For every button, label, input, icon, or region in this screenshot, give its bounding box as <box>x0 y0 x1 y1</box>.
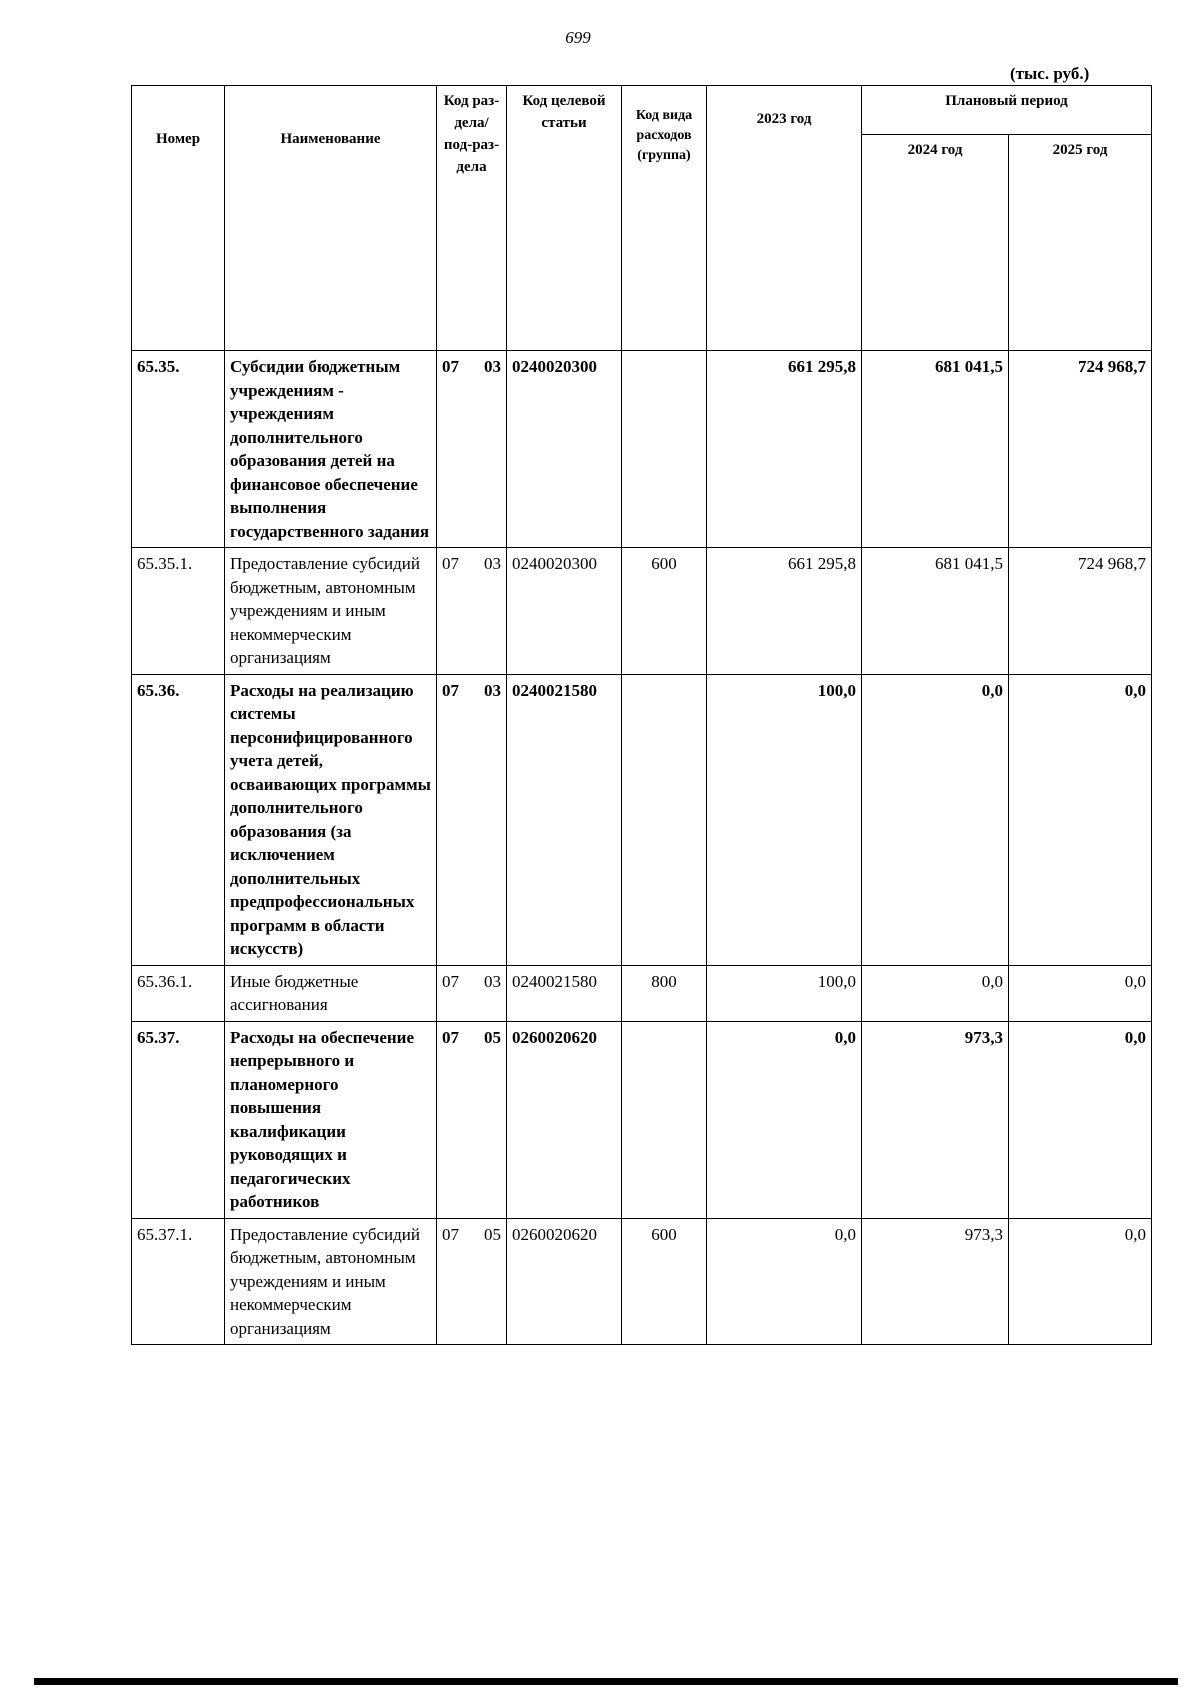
row-razdel-code: 07 <box>442 1224 459 1244</box>
header-csr: Код целевой статьи <box>507 86 622 351</box>
row-number: 65.36.1. <box>132 965 225 1021</box>
row-csr: 0240020300 <box>507 351 622 548</box>
row-name: Субсидии бюджетным учреждениям - учреждениям дополнительного образования детей на финансовое обеспечение выполнения государственного задания <box>225 351 437 548</box>
row-2023: 0,0 <box>707 1218 862 1345</box>
row-vr: 800 <box>622 965 707 1021</box>
row-razdel <box>437 965 507 1021</box>
row-podrazdel-code: 03 <box>484 554 501 573</box>
row-2025: 0,0 <box>1009 965 1152 1021</box>
row-name: Иные бюджетные ассигнования <box>225 965 437 1021</box>
row-podrazdel-code: 03 <box>484 357 501 376</box>
row-name: Расходы на реализацию системы персонифицированного учета детей, осваивающих программы дополнительного образования (за исключением дополнительных предпрофессиональных программ в области искусств) <box>225 674 437 965</box>
row-2024: 681 041,5 <box>862 351 1009 548</box>
row-number: 65.37.1. <box>132 1218 225 1345</box>
row-vr <box>622 1021 707 1218</box>
row-razdel <box>437 351 507 548</box>
row-2024: 973,3 <box>862 1021 1009 1218</box>
row-2023: 0,0 <box>707 1021 862 1218</box>
units-label: (тыс. руб.) <box>1010 64 1090 83</box>
row-csr: 0240020300 <box>507 548 622 675</box>
row-razdel <box>437 674 507 965</box>
table-row <box>132 1021 1152 1218</box>
row-csr: 0240021580 <box>507 965 622 1021</box>
row-2025: 724 968,7 <box>1009 548 1152 675</box>
row-name: Расходы на обеспечение непрерывного и планомерного повышения квалификации руководящих и педагогических работников <box>225 1021 437 1218</box>
bottom-rule <box>34 1678 1178 1685</box>
table-row <box>132 548 1152 675</box>
row-vr <box>622 351 707 548</box>
row-2024: 973,3 <box>862 1218 1009 1345</box>
row-2023: 661 295,8 <box>707 548 862 675</box>
header-name: Наименование <box>225 86 437 351</box>
row-razdel-code: 07 <box>442 971 459 991</box>
table-row <box>132 674 1152 965</box>
row-2025: 0,0 <box>1009 1218 1152 1345</box>
header-2025: 2025 год <box>1009 134 1152 350</box>
header-number: Номер <box>132 86 225 351</box>
row-razdel <box>437 1218 507 1345</box>
row-razdel-code: 07 <box>442 554 459 573</box>
row-csr: 0260020620 <box>507 1218 622 1345</box>
row-vr <box>622 674 707 965</box>
row-podrazdel-code: 03 <box>484 971 501 991</box>
row-name: Предоставление субсидий бюджетным, автономным учреждениям и иным некоммерческим организациям <box>225 1218 437 1345</box>
row-number: 65.36. <box>132 674 225 965</box>
row-razdel-code: 07 <box>442 680 459 700</box>
row-2023: 100,0 <box>707 965 862 1021</box>
row-podrazdel-code: 05 <box>484 1224 501 1244</box>
row-2023: 661 295,8 <box>707 351 862 548</box>
row-2024: 681 041,5 <box>862 548 1009 675</box>
row-razdel <box>437 548 507 675</box>
table-row <box>132 351 1152 548</box>
row-vr: 600 <box>622 548 707 675</box>
table-body <box>132 351 1152 1345</box>
page-number: 699 <box>565 28 591 47</box>
row-razdel-code: 07 <box>442 1027 459 1047</box>
table-header <box>132 86 1152 351</box>
row-2024: 0,0 <box>862 965 1009 1021</box>
row-vr: 600 <box>622 1218 707 1345</box>
row-razdel-code: 07 <box>442 357 459 376</box>
row-podrazdel-code: 05 <box>484 1027 501 1047</box>
header-2024: 2024 год <box>862 134 1009 350</box>
row-number: 65.35. <box>132 351 225 548</box>
row-podrazdel-code: 03 <box>484 680 501 700</box>
row-2023: 100,0 <box>707 674 862 965</box>
row-razdel <box>437 1021 507 1218</box>
budget-table <box>131 85 1152 1345</box>
header-2023: 2023 год <box>707 86 862 351</box>
row-2025: 0,0 <box>1009 1021 1152 1218</box>
row-number: 65.37. <box>132 1021 225 1218</box>
header-vr: Код вида расходов (группа) <box>622 86 707 351</box>
row-2025: 724 968,7 <box>1009 351 1152 548</box>
row-name: Предоставление субсидий бюджетным, автономным учреждениям и иным некоммерческим организациям <box>225 548 437 675</box>
header-razdel: Код раз-дела/ под-раз-дела <box>437 86 507 351</box>
row-number: 65.35.1. <box>132 548 225 675</box>
row-csr: 0260020620 <box>507 1021 622 1218</box>
row-2024: 0,0 <box>862 674 1009 965</box>
header-planned-period: Плановый период <box>862 86 1152 135</box>
table-row <box>132 965 1152 1021</box>
row-csr: 0240021580 <box>507 674 622 965</box>
row-2025: 0,0 <box>1009 674 1152 965</box>
table-row <box>132 1218 1152 1345</box>
